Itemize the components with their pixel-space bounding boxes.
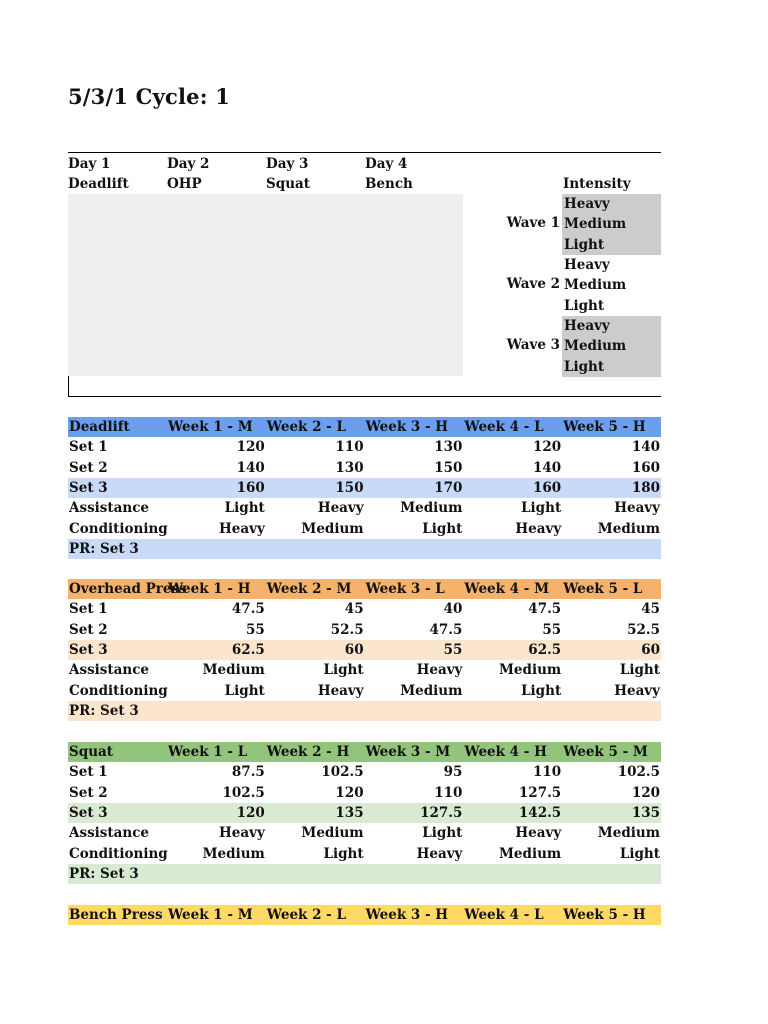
value-cell[interactable]: 142.5 (518, 805, 562, 822)
day-lift: Deadlift (68, 176, 129, 192)
value-cell[interactable]: 60 (641, 642, 660, 659)
wave-level: Light (564, 236, 605, 253)
week-header-cell[interactable]: Week 2 - L (266, 419, 346, 436)
table-row (68, 823, 661, 843)
day-label: Day 4 (365, 156, 408, 172)
table-row (68, 518, 661, 538)
row-label-cell[interactable]: Assistance (69, 662, 150, 679)
row-label-cell[interactable]: Conditioning (69, 845, 168, 862)
schedule-area[interactable] (68, 194, 463, 376)
lift-name-cell[interactable]: Overhead Press (69, 581, 187, 598)
week-header-cell[interactable]: Week 2 - H (266, 744, 350, 761)
day-header-3 (266, 154, 365, 194)
table-row (68, 783, 661, 803)
value-cell[interactable]: 47.5 (231, 601, 265, 618)
value-cell[interactable]: 55 (246, 621, 265, 638)
section-divider-tick (68, 376, 69, 396)
value-cell[interactable]: 130 (434, 439, 463, 456)
pr-row (68, 701, 661, 721)
value-cell[interactable]: 45 (344, 601, 364, 618)
value-cell[interactable]: 55 (443, 642, 463, 659)
value-cell[interactable]: 120 (631, 784, 660, 801)
value-cell[interactable]: Light (521, 500, 562, 517)
value-cell[interactable]: 95 (443, 764, 463, 781)
pr-row (68, 864, 661, 884)
table-header-row (68, 417, 661, 437)
table-row (68, 843, 661, 863)
table-row (68, 458, 661, 478)
value-cell[interactable]: Heavy (515, 520, 562, 537)
value-cell[interactable]: Heavy (219, 825, 265, 842)
wave-label-3: Wave 3 (506, 337, 560, 353)
value-cell[interactable]: 140 (236, 459, 265, 476)
value-cell[interactable]: Medium (301, 825, 364, 842)
week-header-cell[interactable]: Week 1 - M (168, 419, 253, 436)
value-cell[interactable]: Light (323, 662, 364, 679)
value-cell[interactable]: 160 (631, 459, 660, 476)
value-cell[interactable]: 135 (335, 805, 364, 822)
value-cell[interactable]: 160 (533, 480, 562, 497)
week-header-cell[interactable]: Week 3 - L (365, 581, 445, 598)
wave-level: Heavy (564, 318, 610, 334)
row-label-cell[interactable]: Conditioning (69, 682, 168, 699)
value-cell[interactable]: Heavy (614, 682, 660, 699)
table-row (68, 640, 661, 660)
value-cell[interactable]: 170 (434, 480, 463, 497)
day-header-1 (68, 154, 167, 194)
week-header-cell[interactable]: Week 1 - M (168, 907, 253, 924)
value-cell[interactable]: 150 (434, 459, 463, 476)
value-cell[interactable]: 52.5 (627, 621, 660, 638)
value-cell[interactable]: Medium (400, 500, 463, 517)
deadlift-table (68, 417, 661, 559)
week-header-cell[interactable]: Week 3 - M (365, 744, 451, 761)
value-cell[interactable]: Medium (202, 662, 265, 679)
value-cell[interactable]: 52.5 (330, 621, 364, 638)
row-label-cell[interactable]: Set 3 (69, 480, 108, 497)
value-cell[interactable]: Medium (301, 520, 364, 537)
value-cell[interactable]: Medium (400, 682, 463, 699)
top-divider (68, 152, 661, 153)
table-header-row (68, 742, 661, 762)
value-cell[interactable]: Medium (498, 662, 562, 679)
wave-level: Light (564, 358, 605, 375)
week-header-cell[interactable]: Week 2 - M (266, 581, 352, 598)
week-header-cell[interactable]: Week 5 - M (563, 744, 648, 761)
value-cell[interactable]: Heavy (515, 825, 562, 842)
value-cell[interactable]: 140 (631, 439, 660, 456)
value-cell[interactable]: 102.5 (222, 784, 265, 801)
wave-3-levels (562, 316, 661, 377)
value-cell[interactable]: Light (422, 825, 463, 842)
value-cell[interactable]: 60 (344, 642, 364, 659)
week-header-cell[interactable]: Week 3 - H (365, 907, 449, 924)
row-label-cell[interactable]: Set 1 (69, 439, 108, 456)
value-cell[interactable]: 62.5 (528, 642, 562, 659)
value-cell[interactable]: Medium (202, 845, 265, 862)
value-cell[interactable]: Heavy (614, 500, 660, 517)
day-lift: Bench (365, 176, 413, 192)
table-row (68, 498, 661, 518)
week-header-cell[interactable]: Week 4 - L (464, 907, 544, 924)
week-header-cell[interactable]: Week 4 - H (464, 744, 547, 761)
lift-name-cell[interactable]: Deadlift (69, 419, 130, 436)
value-cell[interactable]: Light (619, 662, 660, 679)
row-label-cell[interactable]: Set 2 (69, 459, 108, 476)
table-row (68, 437, 661, 457)
day-header-2 (167, 154, 266, 194)
value-cell[interactable]: 127.5 (518, 784, 562, 801)
value-cell[interactable]: Light (323, 845, 364, 862)
value-cell[interactable]: 47.5 (429, 621, 463, 638)
value-cell[interactable]: 40 (443, 601, 463, 618)
day-label: Day 2 (167, 156, 210, 172)
table-row (68, 762, 661, 782)
row-label-cell[interactable]: Set 3 (69, 642, 108, 659)
lift-name-cell[interactable]: Bench Press (69, 907, 163, 924)
value-cell[interactable]: 102.5 (321, 764, 364, 781)
value-cell[interactable]: 45 (641, 601, 660, 618)
table-row (68, 803, 661, 823)
section-divider (68, 396, 661, 397)
wave-2-levels (562, 255, 661, 316)
wave-level: Heavy (564, 196, 610, 212)
value-cell[interactable]: 110 (335, 439, 364, 456)
lift-name-cell[interactable]: Squat (69, 744, 113, 761)
value-cell[interactable]: 62.5 (231, 642, 265, 659)
value-cell[interactable]: Heavy (317, 682, 364, 699)
value-cell[interactable]: 127.5 (420, 805, 463, 822)
week-header-cell[interactable]: Week 5 - H (563, 907, 646, 924)
table-row (68, 660, 661, 680)
value-cell[interactable]: 87.5 (231, 764, 265, 781)
value-cell[interactable]: 135 (631, 805, 660, 822)
value-cell[interactable]: Light (422, 520, 463, 537)
week-header-cell[interactable]: Week 4 - L (464, 419, 544, 436)
row-label-cell[interactable]: Set 1 (69, 601, 108, 618)
page-title: 5/3/1 Cycle: 1 (68, 84, 231, 109)
pr-cell[interactable]: PR: Set 3 (69, 865, 139, 882)
value-cell[interactable]: Medium (597, 520, 660, 537)
wave-level: Medium (564, 216, 627, 233)
row-label-cell[interactable]: Set 2 (69, 621, 108, 638)
value-cell[interactable]: 120 (335, 784, 364, 801)
value-cell[interactable]: Heavy (317, 500, 364, 517)
bench-press-table (68, 905, 661, 925)
table-row (68, 599, 661, 619)
value-cell[interactable]: 180 (631, 480, 660, 497)
wave-level: Medium (564, 338, 627, 355)
value-cell[interactable]: 110 (533, 764, 562, 781)
value-cell[interactable]: Medium (597, 825, 660, 842)
value-cell[interactable]: Medium (498, 845, 562, 862)
value-cell[interactable]: Heavy (416, 662, 463, 679)
wave-label-2: Wave 2 (506, 276, 560, 292)
value-cell[interactable]: 150 (335, 480, 364, 497)
week-header-cell[interactable]: Week 2 - L (266, 907, 346, 924)
value-cell[interactable]: 110 (434, 784, 463, 801)
wave-1-levels (562, 194, 661, 255)
wave-level: Light (564, 297, 605, 314)
pr-cell[interactable]: PR: Set 3 (69, 540, 139, 557)
day-header-4 (365, 154, 464, 194)
value-cell[interactable]: Light (619, 845, 660, 862)
value-cell[interactable]: Light (224, 682, 265, 699)
overhead-press-table (68, 579, 661, 721)
day-label: Day 1 (68, 156, 111, 172)
row-label-cell[interactable]: Conditioning (69, 520, 168, 537)
value-cell[interactable]: Light (521, 682, 562, 699)
week-header-cell[interactable]: Week 3 - H (365, 419, 449, 436)
table-row (68, 620, 661, 640)
wave-label-1: Wave 1 (506, 215, 560, 231)
value-cell[interactable]: Heavy (219, 520, 265, 537)
row-label-cell[interactable]: Set 1 (69, 764, 108, 781)
value-cell[interactable]: Light (224, 500, 265, 517)
table-header-row (68, 905, 661, 925)
week-header-cell[interactable]: Week 5 - H (563, 419, 646, 436)
value-cell[interactable]: 120 (236, 805, 265, 822)
row-label-cell[interactable]: Assistance (69, 500, 150, 517)
table-row (68, 478, 661, 498)
day-lift: OHP (167, 176, 202, 192)
value-cell[interactable]: 160 (236, 480, 265, 497)
wave-level: Heavy (564, 257, 610, 273)
value-cell[interactable]: Heavy (416, 845, 463, 862)
pr-row (68, 539, 661, 559)
row-label-cell[interactable]: Set 2 (69, 784, 108, 801)
week-header-cell[interactable]: Week 1 - L (168, 744, 248, 761)
value-cell[interactable]: 120 (236, 439, 265, 456)
squat-table (68, 742, 661, 884)
wave-level: Medium (564, 277, 627, 294)
row-label-cell[interactable]: Assistance (69, 825, 150, 842)
week-header-cell[interactable]: Week 4 - M (464, 581, 550, 598)
week-header-cell[interactable]: Week 5 - L (563, 581, 643, 598)
intensity-header: Intensity (563, 176, 631, 192)
value-cell[interactable]: 102.5 (617, 764, 660, 781)
table-header-row (68, 579, 661, 599)
row-label-cell[interactable]: Set 3 (69, 805, 108, 822)
week-header-cell[interactable]: Week 1 - H (168, 581, 251, 598)
day-label: Day 3 (266, 156, 309, 172)
pr-cell[interactable]: PR: Set 3 (69, 702, 139, 719)
value-cell[interactable]: 130 (335, 459, 364, 476)
value-cell[interactable]: 120 (533, 439, 562, 456)
value-cell[interactable]: 140 (533, 459, 562, 476)
table-row (68, 680, 661, 700)
value-cell[interactable]: 47.5 (528, 601, 562, 618)
day-lift: Squat (266, 176, 310, 192)
value-cell[interactable]: 55 (542, 621, 562, 638)
